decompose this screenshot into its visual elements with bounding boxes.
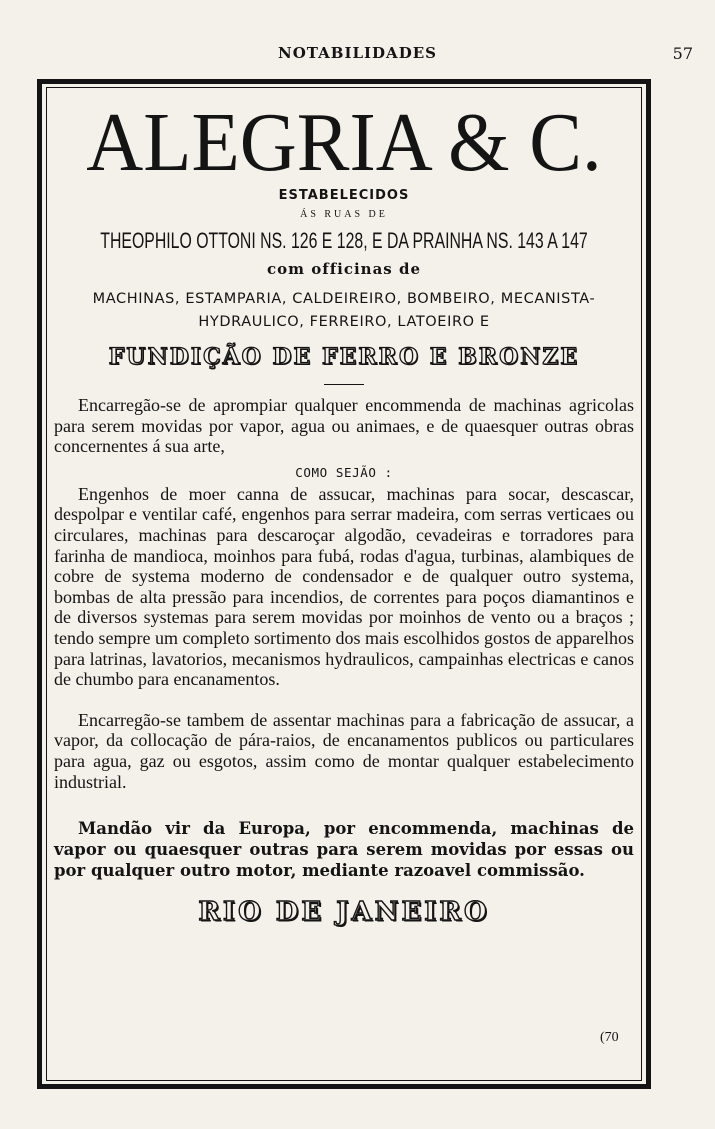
paragraph-europe-orders: Mandão vir da Europa, por encommenda, machinas de vapor ou quaesquer outras para serem movidas por essas ou por qualquer outro motor, mediante razoavel commissão. <box>54 819 634 881</box>
running-title: NOTABILIDADES <box>278 44 437 62</box>
city-name: RIO DE JANEIRO <box>198 897 490 928</box>
foundry-heading: FUNDIÇÃO DE FERRO E BRONZE <box>108 344 580 370</box>
como-sejao-label: COMO SEJÃO : <box>295 464 393 480</box>
page-mark: (70 <box>600 1030 619 1045</box>
established-label: ESTABELECIDOS <box>278 188 410 203</box>
divider-rule <box>324 384 364 385</box>
page-number: 57 <box>672 44 693 63</box>
address-line: THEOPHILO OTTONI NS. 126 E 128, E DA PRAINHA NS. 143 A 147 <box>100 228 588 253</box>
firm-name: ALEGRIA & C. <box>86 96 602 189</box>
paragraph-machinery-list: Engenhos de moer canna de assucar, machinas para socar, descascar, despolpar e ventilar café, engenhos para serrar madeira, com serras verticaes ou circulares, machinas para descaroçar algodão, cevadeiras e torradores para farinha de mandioca, moinhos para fubá, rodas d'agua, turbinas, alambiques de cobre de systema moderno de condensador e de qualquer outro systema, bombas de alta pressão para incendios, de correntes para poços diamantinos e de diversos systemas para serem movidas por moinhos de vento ou a braços ; tendo sempre um completo sortimento dos mais escolhidos gostos de apparelhos para latrinas, lavatorios, mecanismos hydraulicos, campainhas electricas e canos de chumbo para encanamentos. <box>54 483 634 690</box>
paragraph-orders: Encarregão-se de aprompiar qualquer encommenda de machinas agricolas para serem movidas por vapor, agua ou animaes, e de quaesquer outras obras concernentes á sua arte, <box>54 395 634 457</box>
trades-line-1: MACHINAS, ESTAMPARIA, CALDEIREIRO, BOMBEIRO, MECANISTA- <box>92 291 596 307</box>
streets-intro: ÁS RUAS DE <box>300 209 388 220</box>
trades-line-2: HYDRAULICO, FERREIRO, LATOEIRO E <box>198 314 490 330</box>
paragraph-installation: Encarregão-se tambem de assentar machinas para a fabricação de assucar, a vapor, da collocação de pára-raios, de encanamentos publicos ou particulares para agua, gaz ou esgotos, assim como de montar qualquer estabelecimento industrial. <box>54 709 634 792</box>
workshops-intro: com officinas de <box>267 260 421 278</box>
spacer <box>54 690 634 710</box>
running-head <box>0 44 715 68</box>
trades-list <box>54 288 634 334</box>
advertisement <box>54 90 634 927</box>
